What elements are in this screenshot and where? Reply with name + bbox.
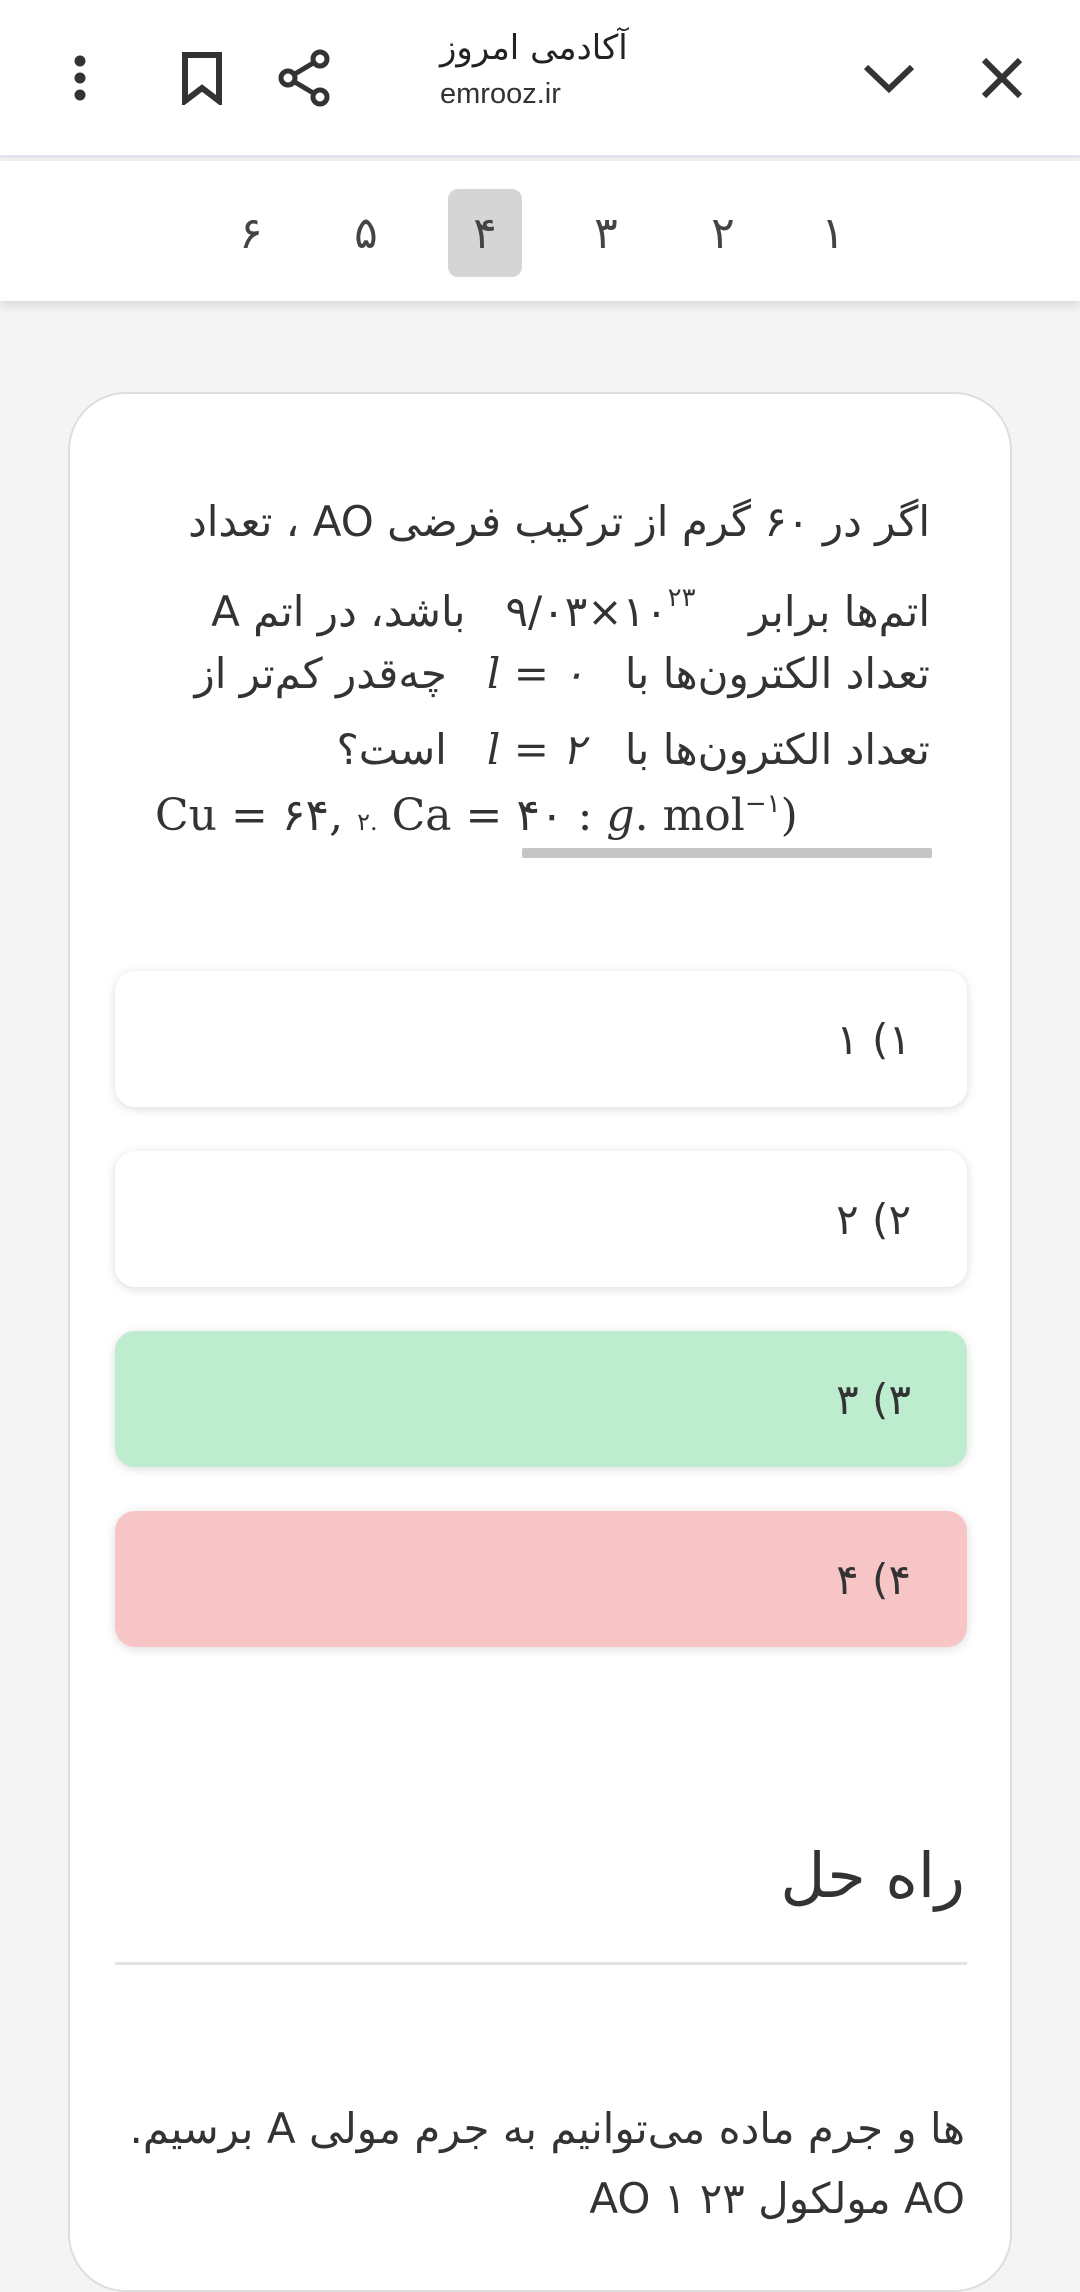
math-l-zero: l = ۰ — [486, 649, 585, 698]
answer-option-3[interactable] — [115, 1331, 967, 1467]
question-line-4-suffix: است؟ — [336, 725, 447, 774]
formula-unit: . mol — [634, 790, 745, 841]
more-vert-icon[interactable] — [50, 48, 110, 108]
page-title-block — [440, 28, 740, 111]
question-line-3-prefix: تعداد الکترون‌ها با — [624, 649, 930, 698]
formula-main: Cu = ۶۴, — [155, 790, 358, 841]
chevron-down-icon[interactable] — [855, 48, 923, 108]
page-tab-1[interactable]: ۱ — [821, 207, 845, 259]
formula-exp: −۱ — [744, 789, 781, 819]
question-pager — [0, 161, 1080, 301]
question-line-2 — [150, 560, 930, 636]
question-line-3-suffix: چه‌قدر کم‌تر از — [194, 649, 447, 698]
page-tab-3[interactable]: ۳ — [594, 207, 618, 259]
question-line-3 — [150, 636, 930, 712]
question-line-2-suffix: باشد، در اتم A — [211, 587, 466, 636]
share-icon[interactable] — [270, 48, 338, 108]
question-line-4-prefix: تعداد الکترون‌ها با — [624, 725, 930, 774]
site-title: آکادمی امروز — [440, 28, 628, 68]
formula-rest: Ca = ۴۰ : — [377, 790, 607, 841]
avogadro-number: ۹/۰۳×۱۰ — [505, 587, 668, 636]
answer-option-2[interactable] — [115, 1151, 967, 1287]
question-line-2-prefix: اتم‌ها برابر — [748, 587, 930, 636]
answer-option-label: ۳) ۳ — [836, 1375, 911, 1424]
formula-ital: g — [606, 790, 635, 841]
answer-option-label: ۴) ۴ — [836, 1555, 911, 1604]
answer-option-4[interactable] — [115, 1511, 967, 1647]
page-tab-2[interactable]: ۲ — [711, 207, 735, 259]
page-tab-4[interactable]: ۴ — [448, 189, 522, 277]
answer-option-label: ۱) ۱ — [836, 1015, 911, 1064]
formula-scrollbar[interactable] — [522, 848, 932, 858]
question-text — [150, 484, 930, 788]
solution-divider — [115, 1962, 967, 1965]
avogadro-exponent: ۲۳ — [667, 583, 696, 613]
bookmark-icon[interactable] — [170, 48, 234, 108]
page-tab-6[interactable]: ۶ — [239, 207, 263, 259]
answer-option-1[interactable] — [115, 971, 967, 1107]
solution-text-line-2: AO مولکول AO ۱ ۲۳ — [589, 2174, 965, 2223]
formula-sub: ۲. — [357, 808, 378, 836]
answer-option-label: ۲) ۲ — [836, 1195, 911, 1244]
site-url: emrooz.ir — [440, 78, 561, 110]
solution-text-line-1: ها و جرم ماده می‌توانیم به جرم مولی A برسیم. — [129, 2104, 965, 2153]
page-tab-5[interactable]: ۵ — [354, 207, 378, 259]
close-icon[interactable] — [968, 48, 1036, 108]
question-line-1: اگر در ۶۰ گرم از ترکیب فرضی AO ، تعداد — [188, 497, 930, 546]
formula-close: ) — [780, 790, 798, 841]
solution-heading: راه حل — [780, 1839, 965, 1912]
question-card — [68, 392, 1012, 2292]
molar-mass-formula — [155, 789, 798, 841]
math-l-two: l = ۲ — [486, 725, 585, 774]
question-line-4 — [150, 712, 930, 788]
browser-toolbar — [0, 0, 1080, 158]
